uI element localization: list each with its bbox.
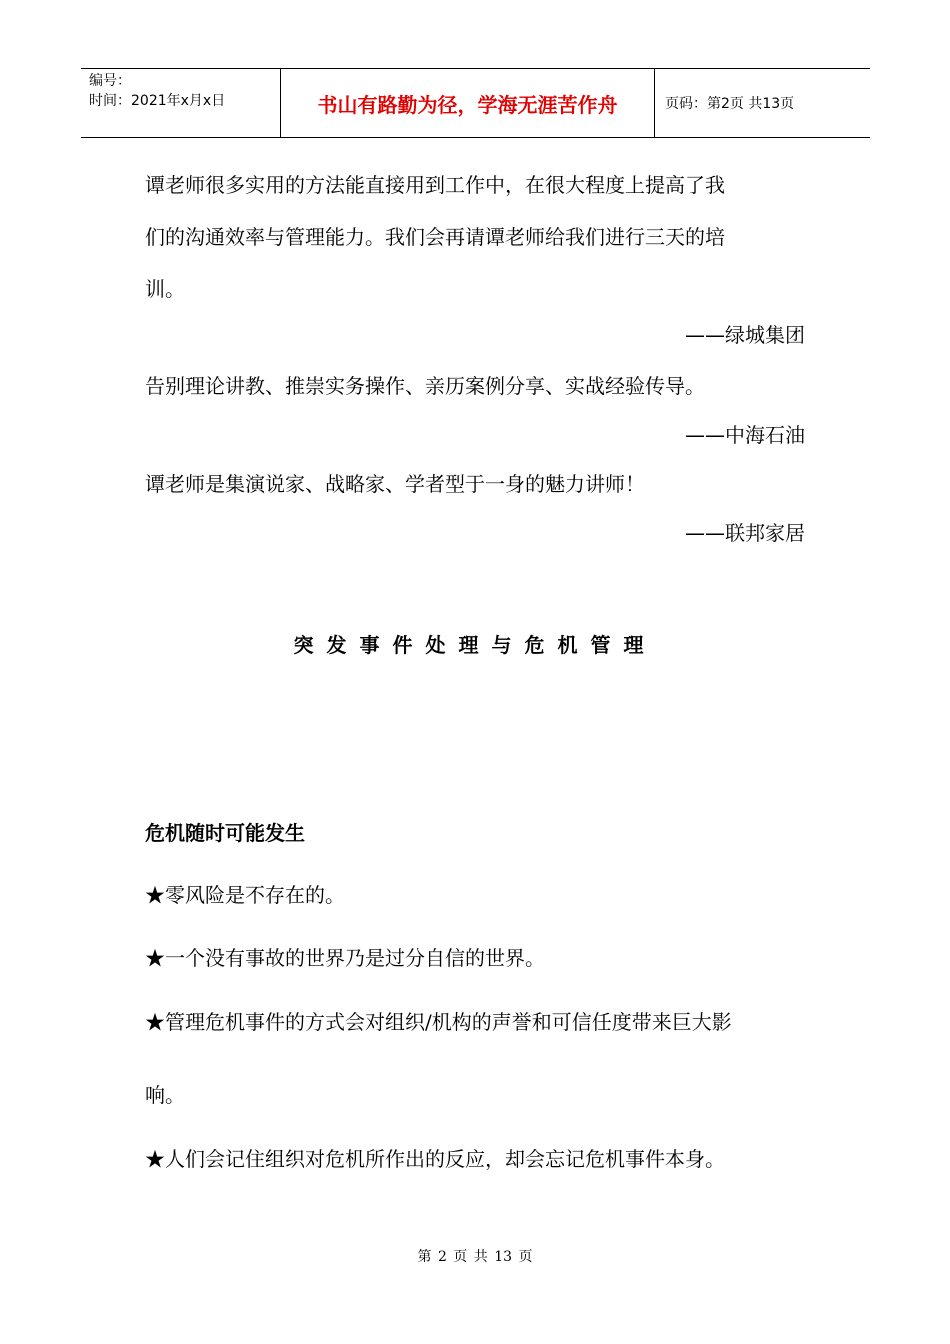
bullet-item: ★管理危机事件的方式会对组织/机构的声誉和可信任度带来巨大影 — [145, 1010, 732, 1034]
bullet-item: ★人们会记住组织对危机所作出的反应，却会忘记危机事件本身。 — [145, 1147, 725, 1171]
testimonial-line-1: 谭老师很多实用的方法能直接用到工作中，在很大程度上提高了我 — [145, 173, 725, 197]
bullet-item: ★零风险是不存在的。 — [145, 883, 345, 907]
header-page-info: 页码：第2页 共13页 — [665, 96, 795, 112]
testimonial-source-2: ——中海石油 — [685, 423, 805, 447]
header-table — [81, 68, 870, 138]
bullet-item-continuation: 响。 — [145, 1083, 185, 1107]
testimonial-quote-2: 告别理论讲教、推崇实务操作、亲历案例分享、实战经验传导。 — [145, 374, 705, 398]
testimonial-line-3: 训。 — [145, 277, 185, 301]
number-label: 编号： — [89, 73, 131, 89]
testimonial-source-3: ——联邦家居 — [685, 521, 805, 545]
date-label: 时间：2021年x月x日 — [89, 93, 226, 109]
page-footer: 第 2 页 共 13 页 — [417, 1249, 533, 1265]
testimonial-quote-3: 谭老师是集演说家、战略家、学者型于一身的魅力讲师！ — [145, 472, 645, 496]
testimonial-source-1: ——绿城集团 — [685, 323, 805, 347]
bullet-item: ★一个没有事故的世界乃是过分自信的世界。 — [145, 946, 545, 970]
testimonial-line-2: 们的沟通效率与管理能力。我们会再请谭老师给我们进行三天的培 — [145, 225, 725, 249]
header-motto: 书山有路勤为径，学海无涯苦作舟 — [281, 69, 655, 137]
section-title: 突发事件处理与危机管理 — [293, 633, 657, 657]
header-meta-cell — [81, 69, 281, 137]
section-subheading: 危机随时可能发生 — [145, 821, 305, 845]
